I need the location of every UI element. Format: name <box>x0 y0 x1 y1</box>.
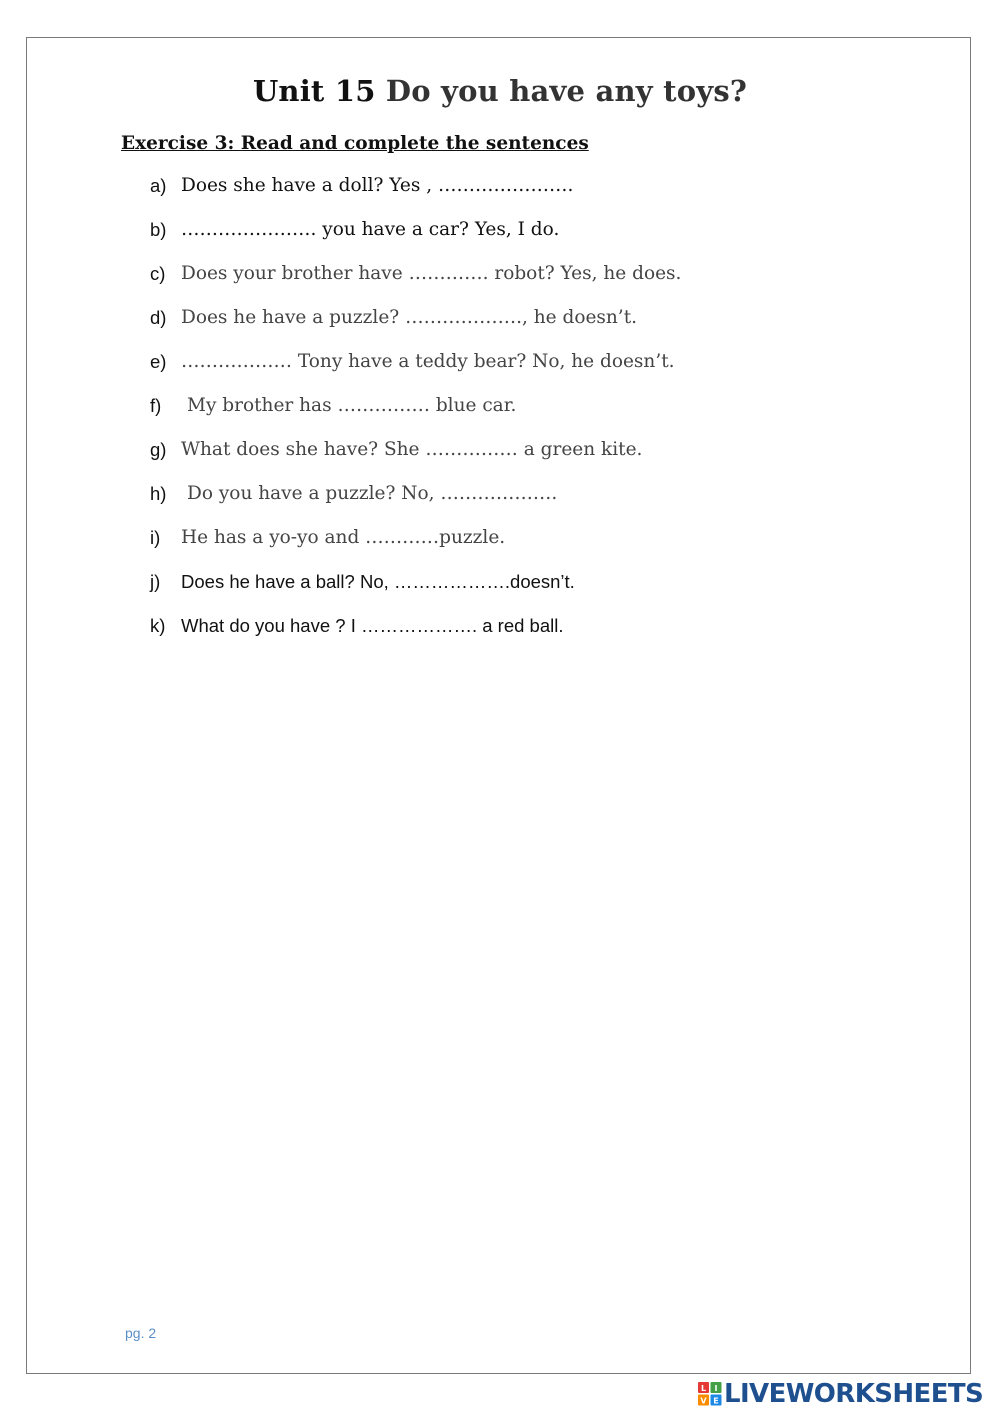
item-sentence: Does she have a doll? Yes , …………………. <box>181 175 574 196</box>
item-sentence: He has a yo-yo and …………puzzle. <box>181 527 506 548</box>
item-letter: g) <box>150 439 167 460</box>
item-letter: e) <box>150 351 167 372</box>
item-sentence: Does he have a ball? No, ……………….doesn’t. <box>181 571 575 592</box>
liveworksheets-logo-icon <box>698 1382 722 1406</box>
item-letter: h) <box>150 483 167 504</box>
item-sentence: Does your brother have …………. robot? Yes, he does. <box>181 263 682 284</box>
item-sentence: ……………… Tony have a teddy bear? No, he doesn’t. <box>181 351 675 372</box>
item-sentence: What do you have ? I ………………. a red ball. <box>181 615 564 636</box>
item-letter: d) <box>150 307 167 328</box>
item-sentence: What does she have? She …………… a green kite. <box>181 439 643 460</box>
svg-text:E: E <box>713 1396 719 1406</box>
liveworksheets-brand[interactable] <box>698 1379 983 1409</box>
item-letter: i) <box>150 527 161 548</box>
unit-number: Unit 15 <box>252 74 376 108</box>
item-letter: k) <box>150 615 166 636</box>
item-letter: j) <box>150 571 161 592</box>
svg-text:V: V <box>700 1396 707 1406</box>
item-sentence: …………………. you have a car? Yes, I do. <box>181 219 560 240</box>
svg-text:L: L <box>700 1384 707 1393</box>
item-letter: a) <box>150 175 167 196</box>
page-number: pg. 2 <box>125 1325 157 1341</box>
item-sentence: Does he have a puzzle? ………………., he doesn’t. <box>181 307 638 328</box>
brand-wordmark: LIVEWORKSHEETS <box>724 1379 984 1409</box>
item-letter: b) <box>150 219 167 240</box>
unit-topic: Do you have any toys? <box>385 74 748 108</box>
item-sentence: My brother has …………… blue car. <box>187 395 517 416</box>
svg-text:I: I <box>714 1384 718 1393</box>
item-letter: f) <box>150 395 162 416</box>
item-letter: c) <box>150 263 166 284</box>
exercise-heading: Exercise 3: Read and complete the sentences <box>121 133 589 154</box>
page-title <box>0 74 1000 108</box>
item-sentence: Do you have a puzzle? No, ………………. <box>187 483 558 504</box>
